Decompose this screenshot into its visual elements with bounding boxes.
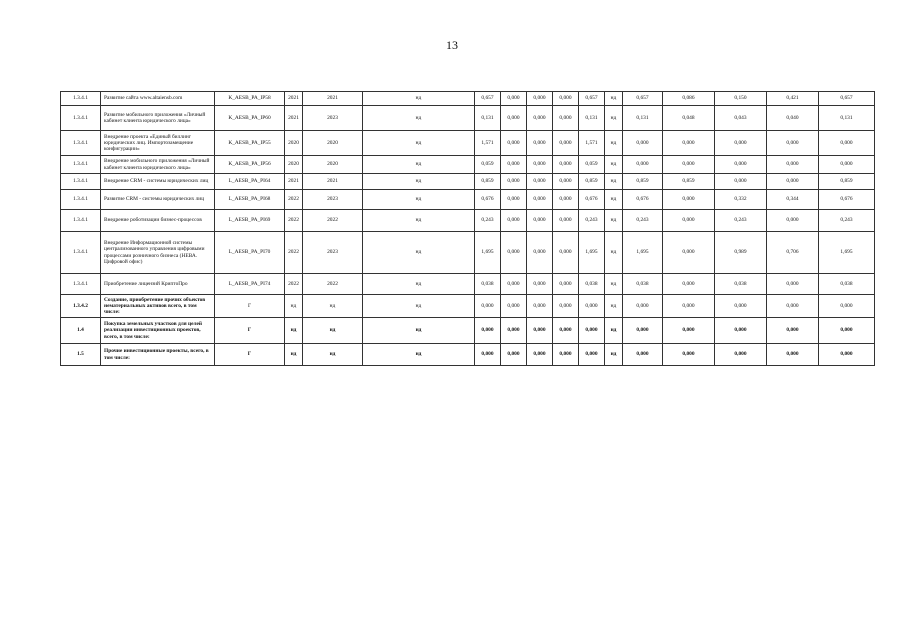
cell-v1: 0,676 — [475, 190, 501, 210]
cell-c11: нд — [605, 232, 623, 274]
cell-v2: 0,000 — [501, 210, 527, 232]
cell-y2: 2021 — [303, 174, 363, 190]
cell-name: Развитие мобильного приложения «Личный кабинет клиента юридического лица» — [101, 106, 215, 131]
cell-v1: 0,000 — [475, 295, 501, 318]
cell-c11: нд — [605, 295, 623, 318]
cell-id: 1.3.4.1 — [61, 174, 101, 190]
cell-id: 1.3.4.1 — [61, 232, 101, 274]
table-row — [61, 106, 875, 131]
cell-y1: нд — [285, 295, 303, 318]
cell-code: Г — [215, 318, 285, 344]
cell-f4: 0,000 — [767, 295, 819, 318]
cell-code: K_AESB_PA_IP60 — [215, 106, 285, 131]
cell-c5: нд — [363, 318, 475, 344]
cell-f1: 0,000 — [623, 344, 663, 366]
cell-v3: 0,000 — [527, 295, 553, 318]
cell-f2: 0,000 — [663, 318, 715, 344]
cell-id: 1.3.4.1 — [61, 274, 101, 295]
cell-c11: нд — [605, 92, 623, 106]
cell-f4: 0,421 — [767, 92, 819, 106]
cell-v3: 0,000 — [527, 92, 553, 106]
cell-code: Г — [215, 295, 285, 318]
cell-f5: 0,676 — [819, 190, 875, 210]
cell-f5: 1,695 — [819, 232, 875, 274]
cell-v1: 0,243 — [475, 210, 501, 232]
cell-c5: нд — [363, 210, 475, 232]
cell-c5: нд — [363, 344, 475, 366]
cell-f5: 0,038 — [819, 274, 875, 295]
cell-y1: 2022 — [285, 232, 303, 274]
cell-c11: нд — [605, 344, 623, 366]
cell-v5: 1,695 — [579, 232, 605, 274]
cell-y1: нд — [285, 344, 303, 366]
cell-c11: нд — [605, 106, 623, 131]
cell-f1: 0,000 — [623, 295, 663, 318]
cell-id: 1.3.4.1 — [61, 92, 101, 106]
cell-code: Г — [215, 344, 285, 366]
investment-table — [60, 91, 875, 366]
cell-y1: 2022 — [285, 274, 303, 295]
cell-f3: 0,000 — [715, 156, 767, 174]
cell-y1: 2021 — [285, 106, 303, 131]
cell-v3: 0,000 — [527, 344, 553, 366]
table-row — [61, 156, 875, 174]
cell-code: L_AESB_PA_PI69 — [215, 210, 285, 232]
cell-f5: 0,243 — [819, 210, 875, 232]
cell-v2: 0,000 — [501, 156, 527, 174]
cell-id: 1.3.4.1 — [61, 106, 101, 131]
cell-f1: 0,131 — [623, 106, 663, 131]
cell-v1: 0,038 — [475, 274, 501, 295]
cell-y1: 2021 — [285, 92, 303, 106]
cell-v2: 0,000 — [501, 131, 527, 156]
cell-v4: 0,000 — [553, 210, 579, 232]
cell-f2: 0,000 — [663, 156, 715, 174]
cell-v5: 0,243 — [579, 210, 605, 232]
cell-y2: 2023 — [303, 232, 363, 274]
cell-f5: 0,000 — [819, 295, 875, 318]
cell-v4: 0,000 — [553, 156, 579, 174]
cell-c5: нд — [363, 232, 475, 274]
cell-v1: 0,131 — [475, 106, 501, 131]
cell-v4: 0,000 — [553, 106, 579, 131]
cell-c5: нд — [363, 174, 475, 190]
cell-f3: 0,043 — [715, 106, 767, 131]
cell-f1: 0,243 — [623, 210, 663, 232]
cell-v1: 1,695 — [475, 232, 501, 274]
cell-code: L_AESB_PA_PI68 — [215, 190, 285, 210]
cell-y2: 2022 — [303, 210, 363, 232]
cell-v5: 1,571 — [579, 131, 605, 156]
cell-y2: нд — [303, 344, 363, 366]
cell-v4: 0,000 — [553, 92, 579, 106]
cell-name: Внедрение проекта «Единый биллинг юридических лиц. Импортозамещение конфигурации» — [101, 131, 215, 156]
cell-y1: нд — [285, 318, 303, 344]
cell-v2: 0,000 — [501, 174, 527, 190]
cell-y1: 2020 — [285, 156, 303, 174]
cell-f3: 0,000 — [715, 344, 767, 366]
cell-v3: 0,000 — [527, 232, 553, 274]
cell-f5: 0,000 — [819, 318, 875, 344]
cell-f5: 0,657 — [819, 92, 875, 106]
cell-f2: 0,000 — [663, 131, 715, 156]
cell-f5: 0,000 — [819, 131, 875, 156]
cell-f3: 0,150 — [715, 92, 767, 106]
cell-f4: 0,000 — [767, 156, 819, 174]
cell-id: 1.3.4.1 — [61, 190, 101, 210]
cell-v1: 0,000 — [475, 318, 501, 344]
cell-v3: 0,000 — [527, 106, 553, 131]
table-row — [61, 318, 875, 344]
cell-v5: 0,676 — [579, 190, 605, 210]
cell-y2: 2020 — [303, 131, 363, 156]
cell-y2: 2023 — [303, 106, 363, 131]
cell-f1: 0,038 — [623, 274, 663, 295]
cell-code: K_AESB_PA_IP58 — [215, 92, 285, 106]
cell-id: 1.4 — [61, 318, 101, 344]
cell-name: Развитие CRM - системы юридических лиц — [101, 190, 215, 210]
cell-c5: нд — [363, 92, 475, 106]
cell-c11: нд — [605, 131, 623, 156]
cell-v2: 0,000 — [501, 274, 527, 295]
cell-y1: 2022 — [285, 210, 303, 232]
cell-v2: 0,000 — [501, 318, 527, 344]
cell-v5: 0,131 — [579, 106, 605, 131]
cell-v1: 0,859 — [475, 174, 501, 190]
cell-f2: 0,000 — [663, 232, 715, 274]
cell-f4: 0,000 — [767, 344, 819, 366]
cell-v3: 0,000 — [527, 210, 553, 232]
cell-c5: нд — [363, 295, 475, 318]
cell-f5: 0,000 — [819, 156, 875, 174]
cell-code: L_AESB_PA_PI70 — [215, 232, 285, 274]
cell-y2: 2020 — [303, 156, 363, 174]
cell-f3: 0,332 — [715, 190, 767, 210]
cell-c5: нд — [363, 190, 475, 210]
cell-v2: 0,000 — [501, 344, 527, 366]
cell-y2: 2022 — [303, 274, 363, 295]
cell-v4: 0,000 — [553, 174, 579, 190]
cell-f3: 0,000 — [715, 295, 767, 318]
cell-name: Покупка земельных участков для целей реализации инвестиционных проектов, всего, в том числе: — [101, 318, 215, 344]
cell-v3: 0,000 — [527, 174, 553, 190]
cell-v5: 0,657 — [579, 92, 605, 106]
cell-c5: нд — [363, 106, 475, 131]
cell-f4: 0,706 — [767, 232, 819, 274]
cell-f3: 0,243 — [715, 210, 767, 232]
cell-c11: нд — [605, 156, 623, 174]
cell-f3: 0,000 — [715, 174, 767, 190]
cell-f1: 0,000 — [623, 156, 663, 174]
cell-v5: 0,859 — [579, 174, 605, 190]
cell-f4: 0,344 — [767, 190, 819, 210]
cell-f4: 0,040 — [767, 106, 819, 131]
cell-v3: 0,000 — [527, 318, 553, 344]
cell-v5: 0,038 — [579, 274, 605, 295]
cell-name: Создание, приобретение прочих объектов нематериальных активов всего, в том числе: — [101, 295, 215, 318]
cell-c5: нд — [363, 156, 475, 174]
cell-v4: 0,000 — [553, 190, 579, 210]
cell-name: Развитие сайта www.altaiensb.com — [101, 92, 215, 106]
cell-y1: 2022 — [285, 190, 303, 210]
cell-f5: 0,000 — [819, 344, 875, 366]
cell-f1: 0,657 — [623, 92, 663, 106]
cell-f2: 0,048 — [663, 106, 715, 131]
cell-v2: 0,000 — [501, 92, 527, 106]
cell-c11: нд — [605, 210, 623, 232]
cell-v1: 0,657 — [475, 92, 501, 106]
table-row — [61, 190, 875, 210]
cell-c11: нд — [605, 318, 623, 344]
table-row — [61, 274, 875, 295]
cell-f3: 0,038 — [715, 274, 767, 295]
cell-v2: 0,000 — [501, 295, 527, 318]
cell-y2: 2023 — [303, 190, 363, 210]
table-row — [61, 295, 875, 318]
table-row — [61, 344, 875, 366]
cell-name: Внедрение роботизации бизнес-процессов — [101, 210, 215, 232]
cell-y1: 2020 — [285, 131, 303, 156]
cell-c11: нд — [605, 274, 623, 295]
cell-f1: 1,695 — [623, 232, 663, 274]
cell-v4: 0,000 — [553, 131, 579, 156]
table-row — [61, 131, 875, 156]
cell-f1: 0,859 — [623, 174, 663, 190]
cell-v4: 0,000 — [553, 274, 579, 295]
page-number: 13 — [446, 38, 458, 52]
cell-name: Внедрение Информационной системы централизованного управления цифровыми процессами розничного бизнеса (НЕВА. Цифровой офис) — [101, 232, 215, 274]
cell-f5: 0,859 — [819, 174, 875, 190]
cell-id: 1.3.4.2 — [61, 295, 101, 318]
cell-f2: 0,000 — [663, 210, 715, 232]
cell-c5: нд — [363, 274, 475, 295]
cell-v5: 0,000 — [579, 344, 605, 366]
cell-name: Приобретение лицензий КриптоПро — [101, 274, 215, 295]
cell-f3: 0,000 — [715, 131, 767, 156]
cell-name: Внедрение CRM - системы юридических лиц — [101, 174, 215, 190]
cell-v1: 0,000 — [475, 344, 501, 366]
cell-code: L_AESB_PA_PI64 — [215, 174, 285, 190]
table-row — [61, 174, 875, 190]
cell-v4: 0,000 — [553, 232, 579, 274]
table-row — [61, 232, 875, 274]
cell-v4: 0,000 — [553, 344, 579, 366]
cell-f2: 0,000 — [663, 190, 715, 210]
cell-v3: 0,000 — [527, 156, 553, 174]
cell-v2: 0,000 — [501, 190, 527, 210]
cell-id: 1.5 — [61, 344, 101, 366]
cell-f2: 0,086 — [663, 92, 715, 106]
cell-v5: 0,059 — [579, 156, 605, 174]
cell-v3: 0,000 — [527, 190, 553, 210]
cell-v4: 0,000 — [553, 318, 579, 344]
cell-code: K_AESB_PA_IP55 — [215, 131, 285, 156]
cell-f4: 0,000 — [767, 274, 819, 295]
cell-f4: 0,000 — [767, 131, 819, 156]
cell-v4: 0,000 — [553, 295, 579, 318]
cell-c11: нд — [605, 174, 623, 190]
cell-c11: нд — [605, 190, 623, 210]
cell-v3: 0,000 — [527, 274, 553, 295]
cell-v2: 0,000 — [501, 106, 527, 131]
cell-v5: 0,000 — [579, 295, 605, 318]
cell-f1: 0,676 — [623, 190, 663, 210]
cell-name: Прочие инвестиционные проекты, всего, в том числе: — [101, 344, 215, 366]
cell-f2: 0,000 — [663, 344, 715, 366]
cell-code: L_AESB_PA_PI74 — [215, 274, 285, 295]
cell-f3: 0,989 — [715, 232, 767, 274]
cell-y2: нд — [303, 295, 363, 318]
cell-c5: нд — [363, 131, 475, 156]
cell-y2: 2021 — [303, 92, 363, 106]
cell-y1: 2021 — [285, 174, 303, 190]
cell-f1: 0,000 — [623, 318, 663, 344]
cell-code: K_AESB_PA_IP56 — [215, 156, 285, 174]
cell-f4: 0,000 — [767, 174, 819, 190]
cell-v2: 0,000 — [501, 232, 527, 274]
cell-id: 1.3.4.1 — [61, 156, 101, 174]
table-row — [61, 210, 875, 232]
cell-f2: 0,000 — [663, 295, 715, 318]
cell-v5: 0,000 — [579, 318, 605, 344]
cell-id: 1.3.4.1 — [61, 131, 101, 156]
cell-f1: 0,000 — [623, 131, 663, 156]
cell-f4: 0,000 — [767, 318, 819, 344]
cell-y2: нд — [303, 318, 363, 344]
cell-v1: 0,059 — [475, 156, 501, 174]
cell-f2: 0,859 — [663, 174, 715, 190]
cell-id: 1.3.4.1 — [61, 210, 101, 232]
cell-f4: 0,000 — [767, 210, 819, 232]
cell-f3: 0,000 — [715, 318, 767, 344]
cell-f5: 0,131 — [819, 106, 875, 131]
cell-v3: 0,000 — [527, 131, 553, 156]
cell-v1: 1,571 — [475, 131, 501, 156]
cell-f2: 0,000 — [663, 274, 715, 295]
cell-name: Внедрение мобильного приложения «Личный кабинет клиента юридического лица» — [101, 156, 215, 174]
table-row — [61, 92, 875, 106]
